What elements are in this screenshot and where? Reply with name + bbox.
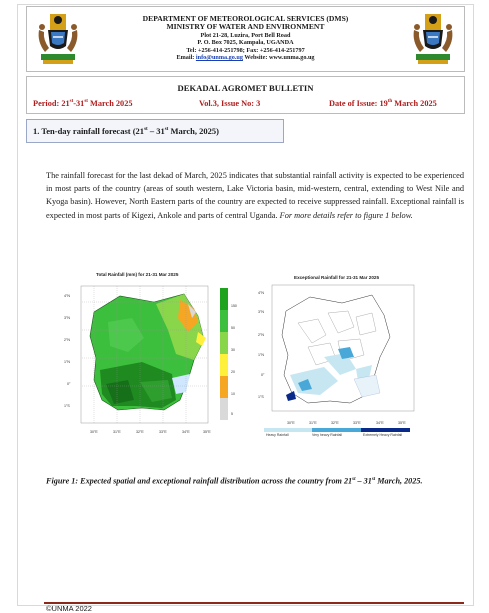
exc-lon-tick-32e: 32°E bbox=[331, 421, 339, 425]
total-rainfall-map bbox=[72, 282, 232, 438]
legend-label-extreme: Extremely Heavy Rainfall bbox=[363, 433, 403, 437]
lat-tick-2n: 2°N bbox=[64, 338, 71, 342]
colorbar-swatch-50 bbox=[220, 310, 228, 332]
colorbar-label-20: 20 bbox=[231, 370, 235, 374]
section-heading: 1. Ten-day rainfall forecast (21st – 31st March, 2025) bbox=[33, 126, 219, 136]
figure-caption: Figure 1: Expected spatial and exceptional rainfall distribution across the country from 21st – 31st March, 2025. bbox=[46, 476, 423, 486]
colorbar-swatch-5 bbox=[220, 398, 228, 420]
footer-rule bbox=[44, 602, 464, 604]
lat-tick-0: 0° bbox=[67, 382, 71, 386]
legend-label-very-heavy: Very heavy Rainfall bbox=[312, 433, 342, 437]
colorbar-label-5: 5 bbox=[231, 412, 233, 416]
rainfall-colorbar bbox=[220, 288, 228, 420]
section-heading-box bbox=[26, 119, 284, 143]
lon-tick-34e: 34°E bbox=[182, 430, 190, 434]
bulletin-title: DEKADAL AGROMET BULLETIN bbox=[177, 83, 314, 93]
colorbar-swatch-150 bbox=[220, 288, 228, 310]
exc-lon-tick-34e: 34°E bbox=[376, 421, 384, 425]
exc-lat-tick-2n: 2°N bbox=[258, 333, 265, 337]
contact-line bbox=[27, 54, 464, 61]
bulletin-title-band bbox=[26, 76, 465, 114]
colorbar-label-50: 50 bbox=[231, 326, 235, 330]
email-label: Email: bbox=[176, 54, 195, 61]
legend-swatch-very-heavy bbox=[312, 428, 361, 432]
issue-date: Date of Issue: 19th March 2025 bbox=[329, 99, 437, 108]
period-label: Period: 21st-31st March 2025 bbox=[33, 99, 133, 108]
lon-tick-31e: 31°E bbox=[113, 430, 121, 434]
forecast-paragraph bbox=[46, 169, 464, 222]
lat-tick-4n: 4°N bbox=[64, 294, 71, 298]
letterhead bbox=[26, 6, 465, 72]
po-box-line: P. O. Box 7025, Kampala, UGANDA bbox=[197, 39, 294, 46]
exc-lat-tick-3n: 3°N bbox=[258, 310, 265, 314]
lat-tick-3n: 3°N bbox=[64, 316, 71, 320]
website-text: Website: www.unma.go.ug bbox=[244, 54, 315, 61]
colorbar-label-30: 30 bbox=[231, 348, 235, 352]
legend-label-heavy: Heavy Rainfall bbox=[266, 433, 289, 437]
address-line: Plot 21-28, Luzira, Port Bell Road bbox=[200, 31, 291, 39]
exc-lat-tick-1s: 1°S bbox=[258, 395, 264, 399]
exc-lat-tick-0: 0° bbox=[261, 373, 265, 377]
exceptional-rainfall-map bbox=[268, 283, 418, 417]
volume-issue: Vol.3, Issue No: 3 bbox=[199, 99, 261, 108]
lon-tick-32e: 32°E bbox=[136, 430, 144, 434]
colorbar-swatch-20 bbox=[220, 354, 228, 376]
lat-tick-1n: 1°N bbox=[64, 360, 71, 364]
figure-reference: For more details refer to figure 1 below. bbox=[279, 210, 413, 220]
colorbar-swatch-10 bbox=[220, 376, 228, 398]
lon-tick-30e: 30°E bbox=[90, 430, 98, 434]
forecast-text: The rainfall forecast for the last dekad of March, 2025 indicates that substantial rainfall activity is expected to be experienced in most parts of the country (areas of south western, Lake Victoria basin, mid-western, central, extending to West Nile and Kyoga basin). However, North Eastern parts of the country are expected to receive suppressed rainfall. Exceptional rainfall is expected in most parts of Kigezi, Ankole and parts of central Uganda. bbox=[46, 171, 464, 220]
legend-swatch-extreme bbox=[361, 428, 410, 432]
exc-lat-tick-4n: 4°N bbox=[258, 291, 265, 295]
department-name: DEPARTMENT OF METEOROLOGICAL SERVICES (DMS) bbox=[142, 14, 349, 23]
lon-tick-33e: 33°E bbox=[159, 430, 167, 434]
exc-lon-tick-35e: 35°E bbox=[398, 421, 406, 425]
colorbar-label-150: 150 bbox=[231, 304, 237, 308]
colorbar-label-10: 10 bbox=[231, 392, 235, 396]
exceptional-rainfall-map-title: Exceptional Rainfall for 21-31 Mar 2025 bbox=[294, 275, 380, 280]
exc-lon-tick-31e: 31°E bbox=[309, 421, 317, 425]
ministry-name: MINISTRY OF WATER AND ENVIRONMENT bbox=[166, 22, 325, 31]
email-link[interactable]: info@unma.go.ug bbox=[195, 54, 243, 61]
phone-fax-line: Tel: +256-414-251798; Fax: +256-414-251797 bbox=[186, 46, 305, 54]
lat-tick-1s: 1°S bbox=[64, 404, 70, 408]
exc-lon-tick-30e: 30°E bbox=[287, 421, 295, 425]
footer-copyright: ©UNMA 2022 bbox=[46, 604, 92, 613]
legend-swatch-heavy bbox=[264, 428, 312, 432]
exc-lat-tick-1n: 1°N bbox=[258, 353, 265, 357]
colorbar-swatch-30 bbox=[220, 332, 228, 354]
exc-lon-tick-33e: 33°E bbox=[353, 421, 361, 425]
lon-tick-35e: 35°E bbox=[203, 430, 211, 434]
total-rainfall-map-title: Total Rainfall (mm) for 21-31 Mar 2025 bbox=[96, 272, 179, 277]
